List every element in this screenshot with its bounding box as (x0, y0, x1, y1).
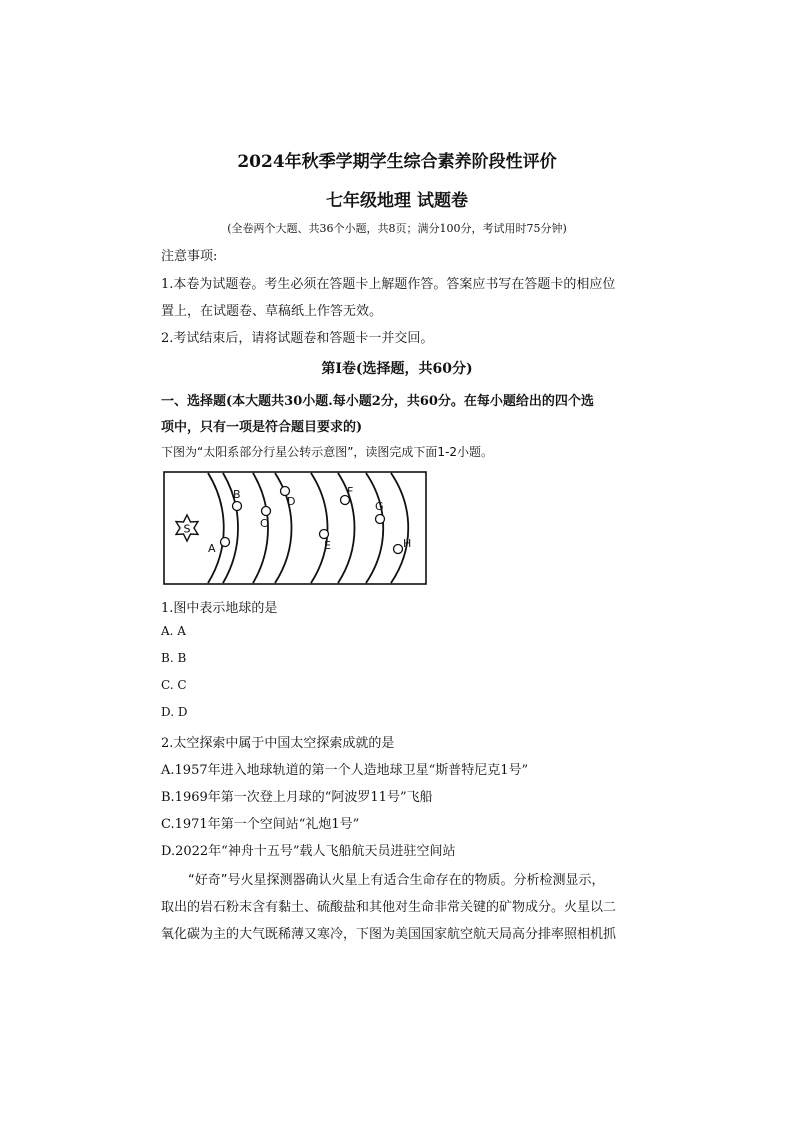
planet-label-g: G (375, 500, 384, 513)
planet-b (233, 502, 242, 511)
solar-system-diagram (163, 471, 427, 585)
sun-label: S (183, 522, 191, 536)
planet-g (376, 515, 385, 524)
question-2-option-b: B.1969年第一次登上月球的“阿波罗11号”飞船 (161, 790, 433, 805)
planet-label-b: B (233, 488, 241, 501)
diagram-intro: 下图为“太阳系部分行星公转示意图”，读图完成下面1-2小题。 (161, 445, 494, 459)
planet-label-e: E (324, 539, 331, 552)
question-1-stem: 1.图中表示地球的是 (161, 601, 278, 616)
notice-item-1-line-1: 1.本卷为试题卷。考生必须在答题卡上解题作答。答案应书写在答题卡的相应位 (161, 277, 616, 292)
question-1-option-a: A. A (161, 624, 186, 638)
exam-title: 2024年秋季学期学生综合素养阶段性评价 (237, 152, 557, 172)
question-2-option-c: C.1971年第一个空间站“礼炮1号” (161, 817, 360, 832)
planet-label-h: H (403, 537, 412, 550)
planet-e (320, 530, 329, 539)
section-title: 第Ⅰ卷(选择题，共60分) (321, 361, 473, 377)
planet-label-c: C (260, 517, 268, 530)
exam-note: (全卷两个大题、共36个小题，共8页；满分100分，考试用时75分钟) (227, 222, 567, 235)
passage-line-2: 取出的岩石粉末含有黏土、硫酸盐和其他对生命非常关键的矿物成分。火星以二 (161, 900, 617, 915)
planet-label-a: A (208, 542, 216, 555)
section-instruction-line-2: 项中，只有一项是符合题目要求的) (161, 420, 363, 435)
planet-label-f: F (347, 485, 354, 498)
planet-h (394, 545, 403, 554)
question-1-option-c: C. C (161, 678, 187, 692)
passage-line-1: “好奇”号火星探测器确认火星上有适合生命存在的物质。分析检测显示， (188, 873, 605, 888)
notice-item-2: 2.考试结束后，请将试题卷和答题卡一并交回。 (161, 331, 434, 346)
notice-item-1-line-2: 置上，在试题卷、草稿纸上作答无效。 (161, 304, 383, 319)
question-2-option-d: D.2022年“神舟十五号”载人飞船航天员进驻空间站 (161, 844, 456, 859)
diagram-frame (164, 472, 426, 584)
passage-line-3: 氧化碳为主的大气既稀薄又寒冷，下图为美国国家航空航天局高分排率照相机抓 (161, 927, 617, 942)
question-1-option-b: B. B (161, 651, 187, 665)
question-2-stem: 2.太空探索中属于中国太空探索成就的是 (161, 736, 395, 751)
notice-heading: 注意事项: (161, 249, 218, 264)
planet-c (262, 507, 271, 516)
question-2-option-a: A.1957年进入地球轨道的第一个人造地球卫星“斯普特尼克1号” (161, 763, 529, 778)
planet-a (221, 538, 230, 547)
planet-label-d: D (287, 495, 296, 508)
question-1-option-d: D. D (161, 705, 188, 719)
section-instruction-line-1: 一、选择题(本大题共30小题.每小题2分，共60分。在每小题给出的四个选 (161, 394, 594, 409)
exam-subtitle: 七年级地理 试题卷 (326, 191, 468, 211)
